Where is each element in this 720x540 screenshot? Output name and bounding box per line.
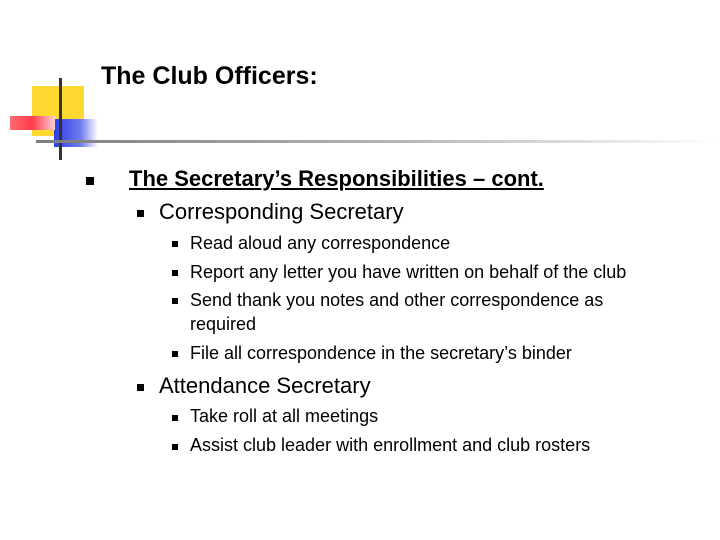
list-item: Report any letter you have written on behalf of the club — [190, 262, 627, 282]
list-item-continuation: required — [190, 314, 257, 334]
secretary-heading: The Secretary’s Responsibilities – cont. — [129, 166, 544, 191]
bullet-marker — [137, 384, 144, 391]
red-bar — [10, 116, 55, 130]
attendance-secretary-label: Attendance Secretary — [159, 373, 371, 398]
bullet-marker — [172, 270, 178, 276]
bullet-marker — [172, 415, 178, 421]
list-item: Read aloud any correspondence — [190, 233, 451, 253]
bullet-marker — [172, 298, 178, 304]
list-item: Assist club leader with enrollment and club rosters — [190, 435, 591, 455]
horizontal-rule — [36, 140, 720, 143]
list-item: File all correspondence in the secretary’s binder — [190, 343, 572, 363]
bullet-marker — [172, 241, 178, 247]
corresponding-secretary-label: Corresponding Secretary — [159, 199, 404, 224]
list-item: Take roll at all meetings — [190, 406, 379, 426]
bullet-marker — [86, 177, 94, 185]
vertical-rule — [59, 78, 62, 160]
bullet-marker — [172, 444, 178, 450]
bullet-marker — [137, 210, 144, 217]
list-item: Send thank you notes and other correspondence as — [190, 290, 604, 310]
slide-title: The Club Officers: — [101, 62, 318, 90]
bullet-marker — [172, 351, 178, 357]
